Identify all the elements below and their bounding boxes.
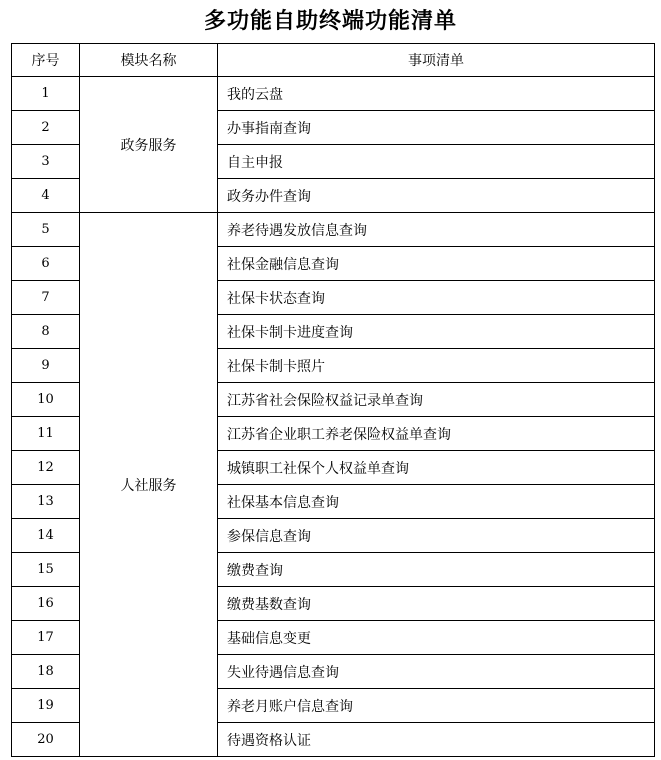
row-number: 1 [12,77,80,111]
item-name: 我的云盘 [218,77,655,111]
row-number: 14 [12,519,80,553]
table-row [12,77,655,111]
row-number: 3 [12,145,80,179]
row-number: 6 [12,247,80,281]
row-number: 15 [12,553,80,587]
item-name: 政务办件查询 [218,179,655,213]
table-row [12,213,655,247]
item-name: 养老月账户信息查询 [218,689,655,723]
row-number: 19 [12,689,80,723]
item-name: 社保卡制卡进度查询 [218,315,655,349]
header-items: 事项清单 [218,44,655,77]
row-number: 16 [12,587,80,621]
item-name: 自主申报 [218,145,655,179]
row-number: 20 [12,723,80,757]
row-number: 12 [12,451,80,485]
item-name: 待遇资格认证 [218,723,655,757]
item-name: 养老待遇发放信息查询 [218,213,655,247]
row-number: 4 [12,179,80,213]
item-name: 社保卡制卡照片 [218,349,655,383]
row-number: 10 [12,383,80,417]
item-name: 江苏省社会保险权益记录单查询 [218,383,655,417]
row-number: 18 [12,655,80,689]
item-name: 基础信息变更 [218,621,655,655]
page-title: 多功能自助终端功能清单 [203,8,457,34]
item-name: 社保基本信息查询 [218,485,655,519]
row-number: 8 [12,315,80,349]
row-number: 7 [12,281,80,315]
item-name: 失业待遇信息查询 [218,655,655,689]
function-table [11,43,655,757]
header-module: 模块名称 [80,44,218,77]
item-name: 办事指南查询 [218,111,655,145]
item-name: 缴费基数查询 [218,587,655,621]
row-number: 5 [12,213,80,247]
row-number: 11 [12,417,80,451]
item-name: 城镇职工社保个人权益单查询 [218,451,655,485]
item-name: 社保金融信息查询 [218,247,655,281]
row-number: 13 [12,485,80,519]
header-row [12,44,655,77]
module-name: 政务服务 [80,77,218,213]
item-name: 缴费查询 [218,553,655,587]
item-name: 江苏省企业职工养老保险权益单查询 [218,417,655,451]
table-body [12,77,655,757]
header-no: 序号 [12,44,80,77]
row-number: 2 [12,111,80,145]
row-number: 9 [12,349,80,383]
item-name: 参保信息查询 [218,519,655,553]
row-number: 17 [12,621,80,655]
module-name: 人社服务 [80,213,218,757]
item-name: 社保卡状态查询 [218,281,655,315]
